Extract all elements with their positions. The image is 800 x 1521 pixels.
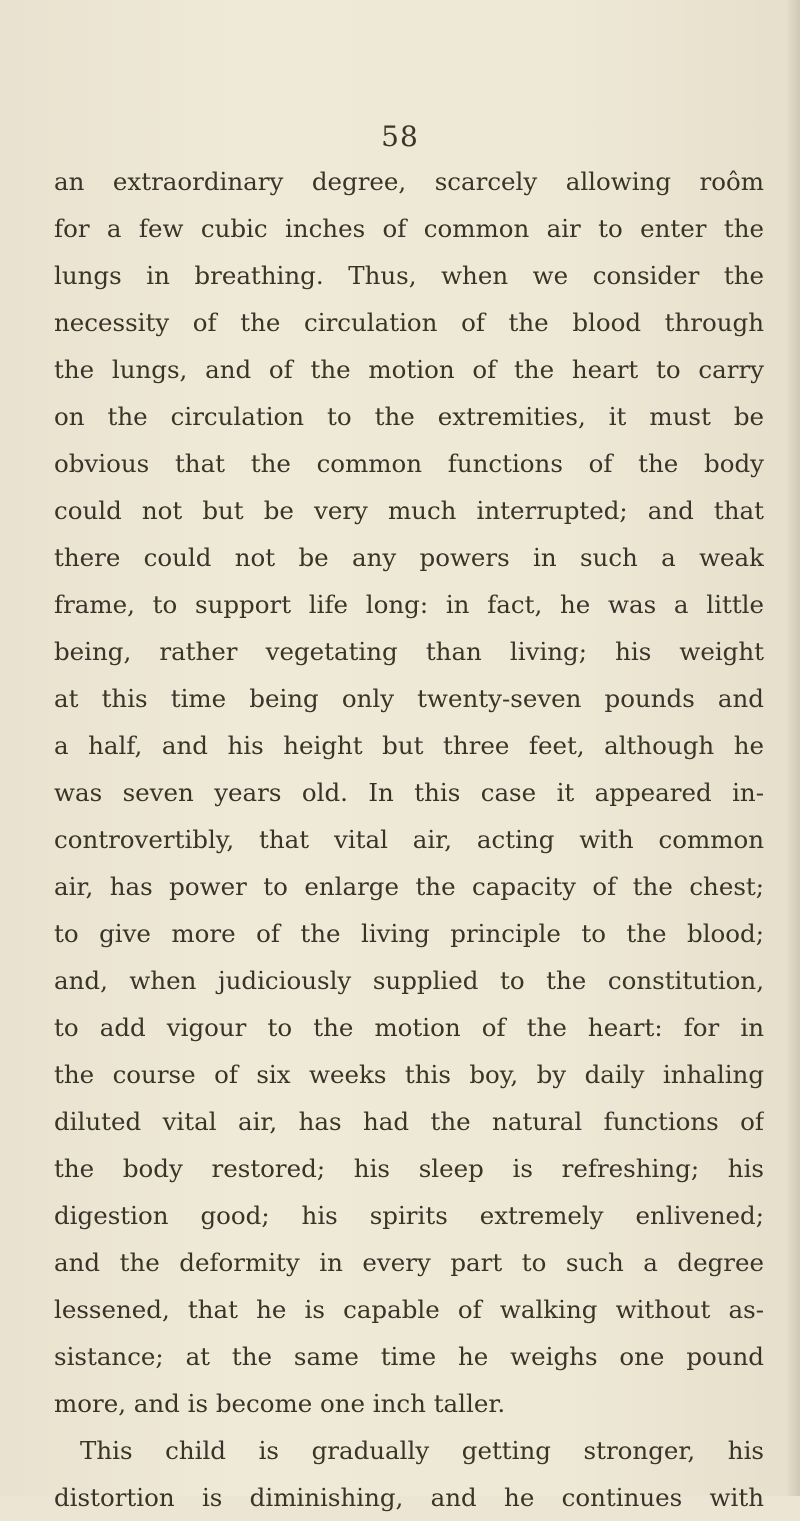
text-line: the body restored; his sleep is refreshing; his	[54, 1154, 764, 1183]
text-line: digestion good; his spirits extremely enlivened;	[54, 1201, 764, 1230]
text-line: controvertibly, that vital air, acting with common	[54, 825, 764, 854]
text-line: air, has power to enlarge the capacity of the chest;	[54, 872, 764, 901]
text-line: there could not be any powers in such a weak	[54, 543, 764, 572]
page-number: 58	[381, 120, 419, 153]
paragraph-end-line: more, and is become one inch taller.	[54, 1389, 506, 1418]
text-line: on the circulation to the extremities, it must be	[54, 402, 764, 431]
text-line: to add vigour to the motion of the heart: for in	[54, 1013, 764, 1042]
text-line: lungs in breathing. Thus, when we consider the	[54, 261, 764, 290]
text-line: frame, to support life long: in fact, he was a little	[54, 590, 764, 619]
text-line: distortion is diminishing, and he continues with	[54, 1483, 764, 1512]
text-line: an extraordinary degree, scarcely allowing roôm	[54, 167, 764, 196]
text-line: could not but be very much interrupted; and that	[54, 496, 764, 525]
page-edge-shadow	[786, 0, 800, 1496]
text-line: was seven years old. In this case it appeared in-	[54, 778, 764, 807]
text-line: and the deformity in every part to such a degree	[54, 1248, 764, 1277]
text-line: the lungs, and of the motion of the heart to carry	[54, 355, 764, 384]
text-line: diluted vital air, has had the natural functions of	[54, 1107, 764, 1136]
text-line: for a few cubic inches of common air to enter the	[54, 214, 764, 243]
paragraph-start-line: This child is gradually getting stronger, his	[80, 1436, 764, 1465]
text-line: the course of six weeks this boy, by daily inhaling	[54, 1060, 764, 1089]
text-line: being, rather vegetating than living; his weight	[54, 637, 764, 666]
body-text	[54, 158, 764, 1521]
text-line: at this time being only twenty-seven pounds and	[54, 684, 764, 713]
text-line: lessened, that he is capable of walking without as-	[54, 1295, 764, 1324]
text-line: necessity of the circulation of the blood through	[54, 308, 764, 337]
text-line: obvious that the common functions of the body	[54, 449, 764, 478]
text-line: and, when judiciously supplied to the constitution,	[54, 966, 764, 995]
text-line: sistance; at the same time he weighs one pound	[54, 1342, 764, 1371]
text-line: a half, and his height but three feet, although he	[54, 731, 764, 760]
text-line: to give more of the living principle to the blood;	[54, 919, 764, 948]
